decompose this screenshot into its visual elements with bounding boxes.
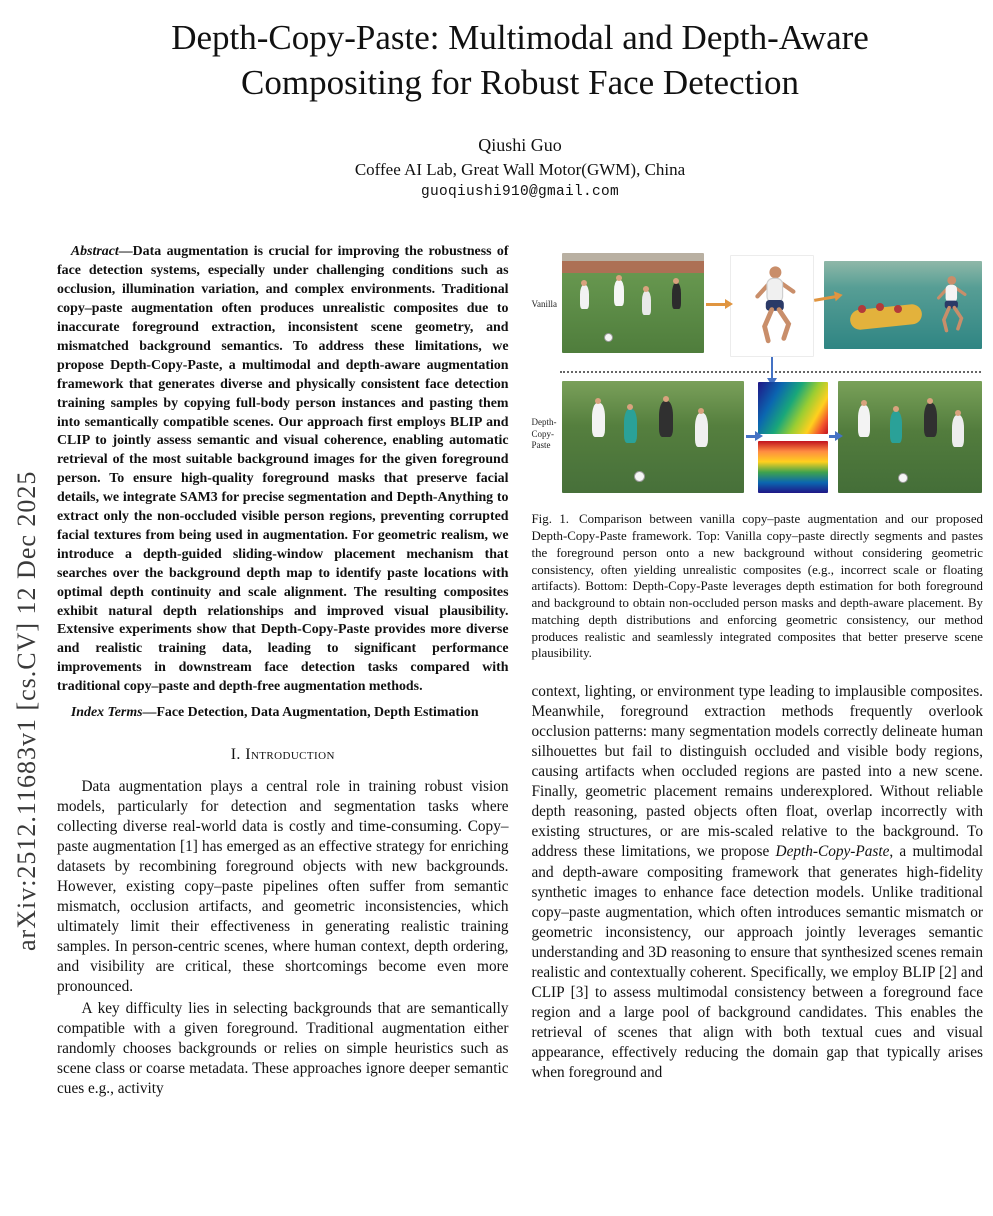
player-figure — [924, 403, 937, 437]
figure-1-caption — [532, 511, 984, 662]
arxiv-identifier: arXiv:2512.11683v1 [cs.CV] 12 Dec 2025 — [12, 470, 41, 951]
body-text: , a multimodal and depth-aware compositing framework that generates high-fidelity synthetic images to enhance face detection models. Unlike traditional copy–paste augmentation, which often introduces semantic mismatch or geometric inconsistency, our approach jointly leverages semantic understanding and 3D reasoning to ensure that synthesized scenes remain realistic and contextually coherent. Specifically, we employ BLIP [2] and CLIP [3] to assess multimodal consistency between a foreground face region and a large pool of background candidates. This enables the retrieval of scenes that align with both textual cues and visual appearance, effectively reducing the domain gap that typically arises when foreground and — [531, 843, 983, 1081]
rafter-figure — [858, 305, 866, 313]
index-terms — [57, 704, 509, 723]
player-figure — [624, 409, 637, 443]
pasted-runner-silhouette — [928, 273, 972, 337]
background-depth-map — [758, 441, 828, 493]
abstract — [57, 243, 509, 697]
figure-1-caption-text: Comparison between vanilla copy–paste augmentation and our proposed Depth-Copy-Paste framework. Top: Vanilla copy–paste directly segments and pastes the foreground person onto a new background without considering geometric consistency, often yielding unrealistic composites (e.g., incorrect scale or floating artifacts). Bottom: Depth-Copy-Paste leverages depth estimation for both foreground and background to obtain non-occluded person masks and depth-aware placement. By matching depth distributions and enforcing geometric consistency, our method produces realistic and seamlessly integrated composites that better preserve scene plausibility. — [531, 512, 983, 661]
paper-title: Depth-Copy-Paste: Multimodal and Depth-Aware Compositing for Robust Face Detection — [171, 18, 869, 102]
intro-paragraph-2: A key difficulty lies in selecting backgrounds that are semantically compatible with a given foreground. Traditional augmentation either randomly chooses backgrounds or relies on simple heuristics such as scene class or coarse metadata. These approaches ignore deeper semantic cues e.g., activity — [57, 1000, 509, 1098]
page-content — [0, 16, 993, 1101]
arrow-right-icon — [706, 303, 726, 306]
rafter-figure — [876, 303, 884, 311]
vanilla-composite-image — [824, 261, 982, 349]
segmented-person-cutout — [730, 255, 814, 357]
section-heading-introduction: I. Introduction — [230, 746, 335, 763]
figure-row-label-depth-copy-paste: Depth-Copy-Paste — [531, 417, 557, 450]
figure-1-caption-tag: Fig. 1. — [531, 512, 569, 527]
player-figure — [614, 280, 624, 306]
body-paragraph-continuation — [532, 682, 984, 1083]
player-figure — [659, 401, 673, 437]
author-name: Qiushi Guo — [478, 134, 562, 155]
abstract-text: —Data augmentation is crucial for improving the robustness of face detection systems, especially under challenging conditions such as occlusion, illumination variation, and complex environments. Traditional copy–paste augmentation often produces unrealistic composites due to inaccurate foreground extraction, inconsistent scene geometry, and mismatched background semantics. To address these limitations, we propose Depth-Copy-Paste, a multimodal and depth-aware augmentation framework that generates diverse and physically consistent face detection training samples by copying full-body person instances and pasting them into semantically compatible scenes. Our approach first employs BLIP and CLIP to jointly assess semantic and visual coherence, enabling automatic retrieval of the most suitable background images for the given foreground person. To ensure high-quality foreground masks that preserve facial details, we integrate SAM3 for precise segmentation and Depth-Anything to extract only the non-occluded visible person regions, preventing corrupted facial textures from being used in augmentation. For geometric realism, we introduce a depth-guided sliding-window placement mechanism that searches over the background depth map to identify paste locations with optimal depth continuity and scale alignment. The resulting composites exhibit natural depth relationships and improved visual plausibility. Extensive experiments show that Depth-Copy-Paste provides more diverse and realistic training data, leading to significant performance improvements in downstream face detection tasks compared with traditional copy–paste and depth-free augmentation methods. — [57, 244, 509, 695]
body-text: context, lighting, or environment type leading to implausible composites. Meanwhile, foreground extraction methods frequently overlook occlusion patterns: many segmentation models correctly delineate human silhouettes but fail to distinguish occluded and visible body regions, causing artifacts when occluded regions are pasted into a new scene. Finally, geometric placement remains underexplored. Without reliable depth reasoning, pasted objects often float, overlap incorrectly with existing structures, or are mis-scaled relative to the background. To address these limitations, we propose — [531, 683, 983, 861]
soccer-ball — [634, 471, 645, 482]
index-terms-label: Index Terms — [70, 705, 143, 721]
paper-page — [0, 16, 993, 1216]
arrow-right-icon — [829, 435, 836, 438]
player-figure — [580, 285, 589, 309]
player-figure — [858, 405, 870, 437]
vanilla-source-image — [562, 253, 704, 353]
player-figure — [642, 291, 651, 315]
player-figure — [672, 283, 681, 309]
arrow-right-icon — [746, 435, 756, 438]
player-figure — [695, 413, 708, 447]
player-figure — [592, 403, 605, 437]
player-figure — [952, 415, 964, 447]
figure-row-label-vanilla: Vanilla — [531, 299, 557, 310]
index-terms-text: —Face Detection, Data Augmentation, Depth Estimation — [142, 705, 479, 721]
depth-aware-composite-image — [838, 381, 982, 493]
right-column — [532, 243, 984, 1085]
author-affiliation: Coffee AI Lab, Great Wall Motor(GWM), China — [354, 159, 686, 179]
author-block — [57, 132, 983, 204]
intro-paragraph-1: Data augmentation plays a central role in training robust vision models, particularly for detection and segmentation tasks where collecting diverse real-world data is costly and time-consuming. Copy–paste augmentation [1] has emerged as an effective strategy for enriching datasets by recombining foreground objects with new backgrounds. However, existing copy–paste pipelines often suffer from semantic mismatch, occlusion artifacts, and geometric inconsistencies, which ultimately limit their effectiveness in generating realistic training samples. In person-centric scenes, where human context, depth ordering, and visibility are critical, these shortcomings become even more pronounced. — [57, 777, 509, 996]
abstract-label: Abstract — [70, 244, 119, 260]
author-email: guoqiushi910@gmail.com — [420, 184, 620, 201]
figure-1 — [532, 249, 984, 501]
soccer-ball — [604, 333, 613, 342]
runner-silhouette — [743, 260, 803, 352]
depth-source-image — [562, 381, 744, 493]
arrow-down-icon — [771, 357, 774, 379]
soccer-ball — [898, 473, 908, 483]
player-figure — [890, 411, 902, 443]
body-text-emphasis: Depth-Copy-Paste — [775, 843, 890, 861]
rafter-figure — [894, 305, 902, 313]
two-column-layout — [57, 243, 983, 1101]
foreground-depth-map — [758, 382, 828, 434]
left-column — [57, 243, 509, 1101]
